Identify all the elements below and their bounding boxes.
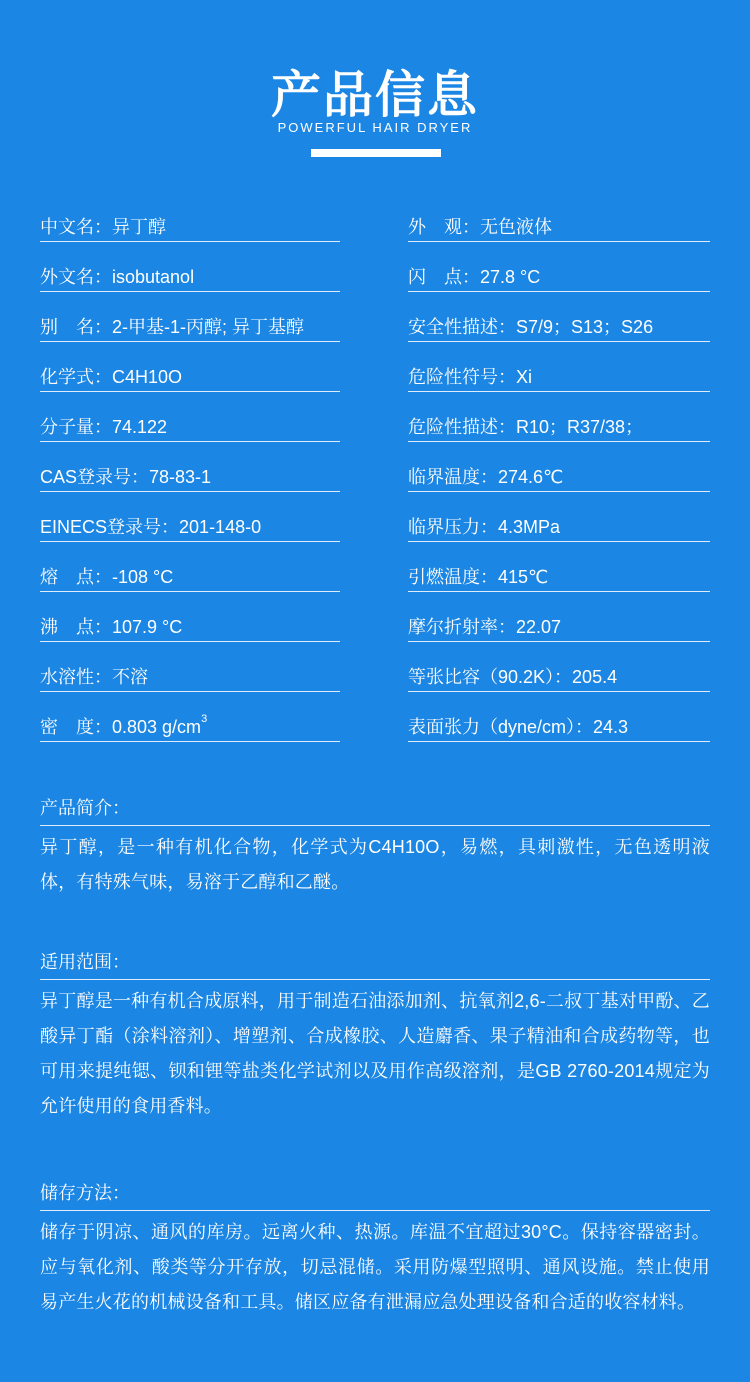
spec-cell-right: [408, 405, 710, 442]
spec-cell-right: [408, 255, 710, 292]
spec-cell-right: [408, 205, 710, 242]
spec-label: CAS登录号：: [40, 467, 150, 487]
spec-value: Xi: [516, 367, 533, 387]
spec-cell-right: [408, 505, 710, 542]
spec-label: 临界压力：: [408, 517, 498, 537]
spec-value: R10；R37/38；: [516, 417, 644, 437]
spec-label: 化学式：: [40, 367, 112, 387]
usage-section: [40, 949, 710, 1124]
spec-row: [40, 455, 710, 493]
spec-value: 74.122: [112, 417, 168, 437]
spec-row: [40, 305, 710, 343]
spec-label: 密 度：: [40, 717, 112, 737]
title-underline-bar: [311, 149, 441, 157]
spec-cell-right: [408, 355, 710, 392]
spec-label: 引燃温度：: [408, 567, 498, 587]
spec-label: 沸 点：: [40, 617, 112, 637]
storage-heading: 储存方法：: [40, 1180, 710, 1211]
spec-label: 安全性描述：: [408, 317, 516, 337]
spec-label: EINECS登录号：: [40, 517, 180, 537]
spec-cell-left: [40, 655, 340, 692]
spec-value: C4H10O: [112, 367, 183, 387]
spec-cell-right: [408, 605, 710, 642]
spec-value: 22.07: [516, 617, 562, 637]
spec-value: 205.4: [572, 667, 618, 687]
spec-label: 闪 点：: [408, 267, 480, 287]
spec-row: [40, 705, 710, 743]
spec-cell-right: [408, 455, 710, 492]
spec-row: [40, 605, 710, 643]
spec-value: 异丁醇: [112, 217, 166, 237]
spec-cell-right: [408, 705, 710, 742]
spec-cell-left: [40, 405, 340, 442]
spec-cell-left: [40, 455, 340, 492]
spec-row: [40, 405, 710, 443]
spec-label: 临界温度：: [408, 467, 498, 487]
spec-value: 201-148-0: [179, 517, 262, 537]
spec-label: 中文名：: [40, 217, 112, 237]
intro-heading: 产品简介：: [40, 795, 710, 826]
page-title: 产品信息: [271, 66, 479, 124]
spec-cell-right: [408, 555, 710, 592]
storage-section: [40, 1180, 710, 1320]
page-subtitle: POWERFUL HAIR DRYER: [277, 120, 473, 135]
usage-heading: 适用范围：: [40, 949, 710, 980]
spec-label: 外 观：: [408, 217, 480, 237]
spec-cell-left: [40, 355, 340, 392]
spec-label: 分子量：: [40, 417, 112, 437]
spec-row: [40, 205, 710, 243]
spec-cell-left: [40, 605, 340, 642]
spec-cell-right: [408, 655, 710, 692]
spec-row: [40, 655, 710, 693]
spec-row: [40, 505, 710, 543]
spec-value: 4.3MPa: [498, 517, 561, 537]
spec-label: 危险性符号：: [408, 367, 516, 387]
storage-body: 储存于阴凉、通风的库房。远离火种、热源。库温不宜超过30°C。保持容器密封。应与氧化剂、酸类等分开存放，切忌混储。采用防爆型照明、通风设施。禁止使用易产生火花的机械设备和工具。储区应备有泄漏应急处理设备和合适的收容材料。: [40, 1222, 710, 1312]
spec-value: 不溶: [112, 667, 148, 687]
spec-value: 78-83-1: [149, 467, 212, 487]
spec-row: [40, 355, 710, 393]
spec-row: [40, 255, 710, 293]
spec-label: 别 名：: [40, 317, 112, 337]
spec-value: 24.3: [593, 717, 629, 737]
spec-value: 107.9 °C: [112, 617, 183, 637]
spec-cell-left: [40, 205, 340, 242]
spec-value-superscript: 3: [201, 713, 208, 725]
spec-value: S7/9；S13；S26: [516, 317, 654, 337]
spec-value: 27.8 °C: [480, 267, 541, 287]
spec-cell-left: [40, 705, 340, 742]
spec-cell-left: [40, 305, 340, 342]
spec-label: 熔 点：: [40, 567, 112, 587]
spec-value: -108 °C: [112, 567, 174, 587]
spec-value: isobutanol: [112, 267, 195, 287]
spec-value: 无色液体: [480, 217, 552, 237]
spec-cell-left: [40, 255, 340, 292]
spec-value: 0.803 g/cm: [112, 717, 202, 737]
spec-label: 等张比容（90.2K）：: [408, 667, 573, 687]
spec-value: 2-甲基-1-丙醇; 异丁基醇: [112, 317, 305, 337]
spec-value: 415℃: [498, 567, 549, 587]
spec-label: 外文名：: [40, 267, 112, 287]
spec-label: 水溶性：: [40, 667, 112, 687]
intro-body: 异丁醇，是一种有机化合物，化学式为C4H10O，易燃，具刺激性，无色透明液体，有特殊气味，易溶于乙醇和乙醚。: [40, 837, 710, 892]
spec-row: [40, 555, 710, 593]
spec-value: 274.6℃: [498, 467, 564, 487]
spec-cell-right: [408, 305, 710, 342]
usage-body: 异丁醇是一种有机合成原料，用于制造石油添加剂、抗氧剂2,6-二叔丁基对甲酚、乙酸异丁酯（涂料溶剂）、增塑剂、合成橡胶、人造麝香、果子精油和合成药物等，也可用来提纯锶、钡和锂等盐类化学试剂以及用作高级溶剂，是GB 2760-2014规定为允许使用的食用香料。: [40, 991, 710, 1116]
spec-label: 表面张力（dyne/cm）：: [408, 717, 594, 737]
spec-cell-left: [40, 555, 340, 592]
spec-label: 摩尔折射率：: [408, 617, 516, 637]
spec-label: 危险性描述：: [408, 417, 516, 437]
intro-section: [40, 795, 710, 900]
spec-cell-left: [40, 505, 340, 542]
